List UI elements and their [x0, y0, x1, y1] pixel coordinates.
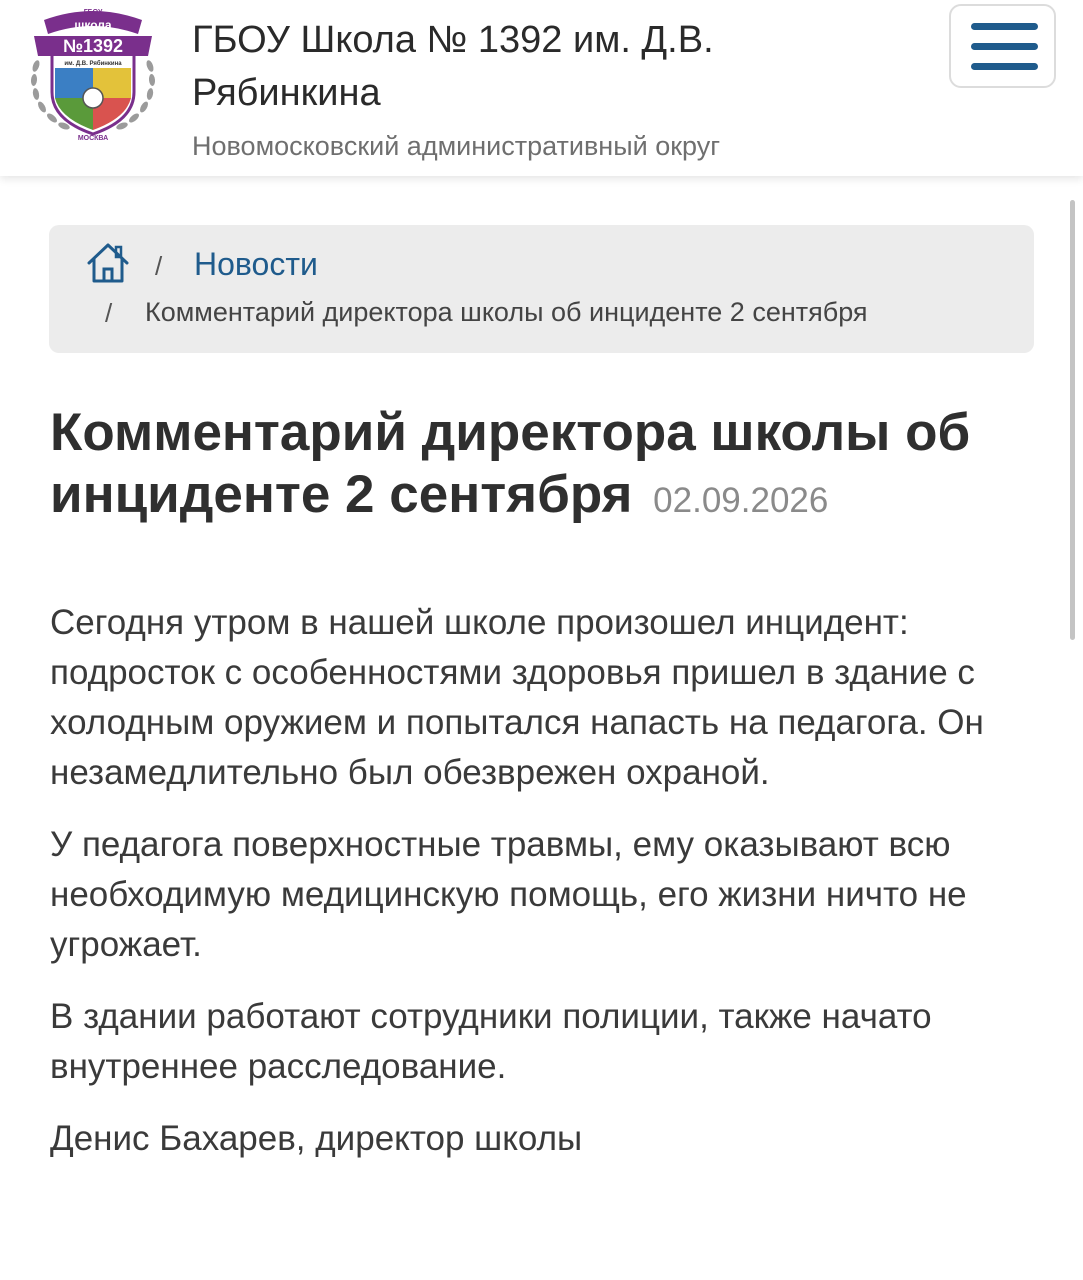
- article-paragraph: В здании работают сотрудники полиции, также начато внутреннее расследование.: [50, 997, 932, 1086]
- logo-name-text: им. Д.В. Рябинкина: [64, 61, 122, 67]
- breadcrumb-news-link[interactable]: Новости: [194, 246, 318, 282]
- article-signature: Денис Бахарев, директор школы: [50, 1119, 583, 1158]
- site-subtitle: Новомосковский административный округ: [192, 131, 721, 161]
- breadcrumb-separator: /: [155, 251, 163, 281]
- site-title[interactable]: ГБОУ Школа № 1392 им. Д.В. Рябинкина: [192, 19, 714, 114]
- article-body: [50, 598, 1040, 1186]
- school-logo[interactable]: [22, 6, 164, 144]
- site-header: [0, 0, 1083, 176]
- logo-ribbon-text: школа: [74, 18, 112, 32]
- article-title-text: Комментарий директора школы об инциденте 2 сентября: [50, 403, 971, 524]
- breadcrumb-current-page: Комментарий директора школы об инциденте 2 сентября: [145, 297, 868, 327]
- home-icon[interactable]: [85, 241, 131, 285]
- breadcrumb: [49, 225, 1034, 353]
- article-date: 02.09.2026: [653, 481, 829, 520]
- breadcrumb-separator: /: [105, 298, 113, 328]
- article-paragraph: Сегодня утром в нашей школе произошел инцидент: подросток с особенностями здоровья пришел в здание с холодным оружием и попытался напасть на педагога. Он незамедлительно был обезврежен охраной.: [50, 603, 984, 792]
- logo-number-text: №1392: [62, 36, 124, 56]
- logo-city-text: МОСКВА: [77, 135, 109, 142]
- article-title: [50, 402, 1040, 532]
- logo-top-text: ГБОУ: [83, 9, 103, 16]
- page-scrollbar[interactable]: [1070, 200, 1075, 640]
- hamburger-menu-button[interactable]: [949, 4, 1056, 88]
- article-paragraph: У педагога поверхностные травмы, ему оказывают всю необходимую медицинскую помощь, его жизни ничто не угрожает.: [50, 825, 967, 964]
